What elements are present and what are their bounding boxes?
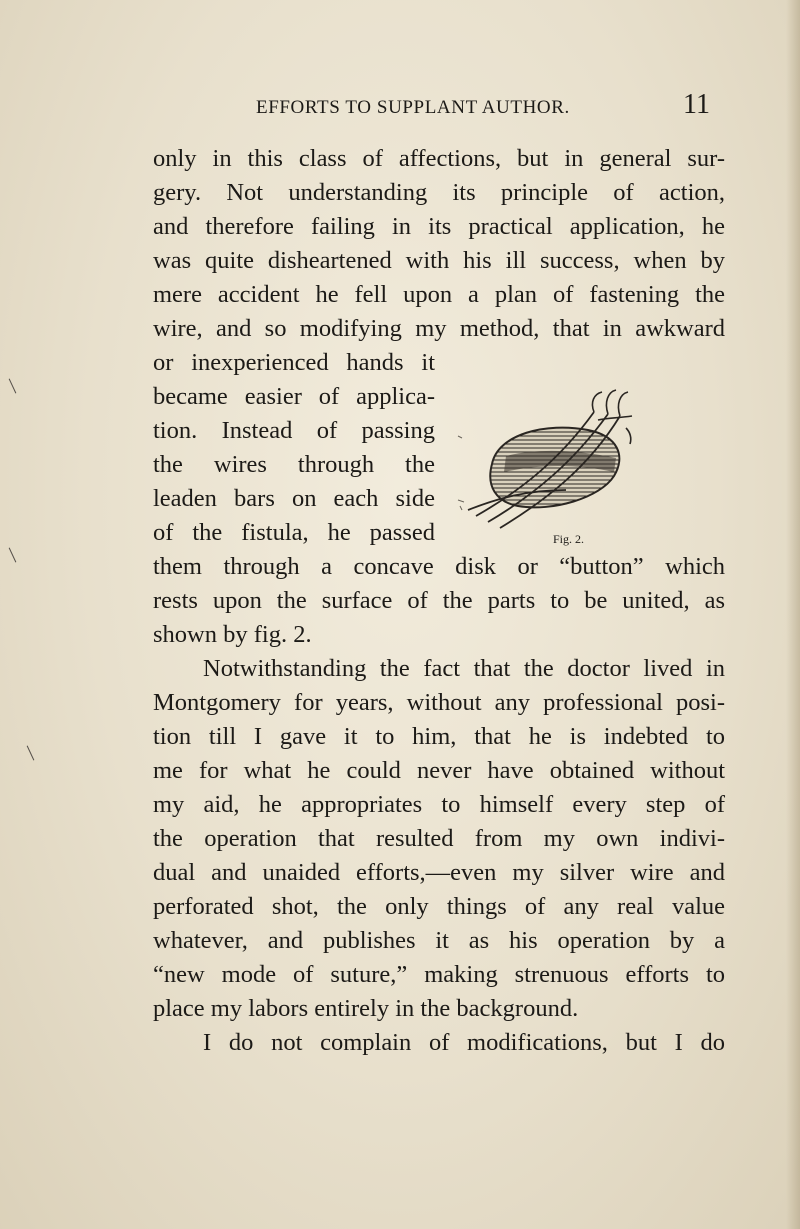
page-edge-shadow xyxy=(786,0,800,1229)
text-line: Montgomery for years, without any professional posi- xyxy=(153,689,725,716)
text-line: wire, and so modifying my method, that in awkward xyxy=(153,315,725,342)
text-line: only in this class of affections, but in general sur- xyxy=(153,145,725,172)
button-suture-illustration xyxy=(448,372,634,542)
text-line: Notwithstanding the fact that the doctor lived in xyxy=(203,655,725,682)
text-line: me for what he could never have obtained without xyxy=(153,757,725,784)
text-line: place my labors entirely in the background. xyxy=(153,995,579,1022)
text-line: the operation that resulted from my own indivi- xyxy=(153,825,725,852)
margin-mark xyxy=(9,379,17,394)
figure-caption: Fig. 2. xyxy=(553,532,585,546)
text-line: perforated shot, the only things of any real value xyxy=(153,893,725,920)
running-head: EFFORTS TO SUPPLANT AUTHOR. xyxy=(256,97,570,118)
text-line: rests upon the surface of the parts to be united, as xyxy=(153,587,725,614)
text-line: “new mode of suture,” making strenuous efforts to xyxy=(153,961,725,988)
margin-mark xyxy=(9,548,17,563)
text-line: tion till I gave it to him, that he is indebted to xyxy=(153,723,725,750)
text-line: of the fistula, he passed xyxy=(153,519,435,546)
text-line: or inexperienced hands it xyxy=(153,349,435,376)
text-line: shown by fig. 2. xyxy=(153,621,312,648)
text-line: was quite disheartened with his ill success, when by xyxy=(153,247,725,274)
text-line: I do not complain of modifications, but I do xyxy=(203,1029,725,1056)
text-line: became easier of applica- xyxy=(153,383,435,410)
margin-mark xyxy=(27,746,35,761)
text-line: and therefore failing in its practical application, he xyxy=(153,213,725,240)
text-line: the wires through the xyxy=(153,451,435,478)
page-number: 11 xyxy=(683,89,710,120)
text-line: them through a concave disk or “button” which xyxy=(153,553,725,580)
text-line: my aid, he appropriates to himself every step of xyxy=(153,791,725,818)
text-line: leaden bars on each side xyxy=(153,485,435,512)
text-line: gery. Not understanding its principle of action, xyxy=(153,179,725,206)
text-line: tion. Instead of passing xyxy=(153,417,435,444)
text-line: dual and unaided efforts,—even my silver wire and xyxy=(153,859,725,886)
text-line: whatever, and publishes it as his operation by a xyxy=(153,927,725,954)
text-line: mere accident he fell upon a plan of fastening the xyxy=(153,281,725,308)
